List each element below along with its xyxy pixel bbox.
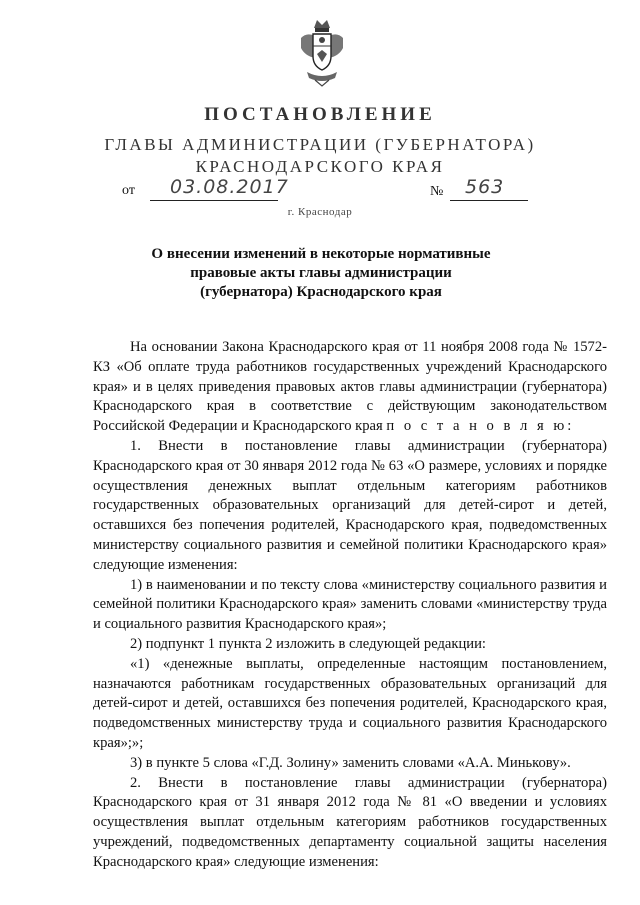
number-underline [450, 200, 528, 201]
city-name: г. Краснодар [287, 206, 353, 218]
title-line-3: (губернатора) Краснодарского края [200, 284, 442, 300]
date-prefix: от [122, 183, 135, 198]
date-handwritten: 03.08.2017 [170, 176, 289, 198]
number-prefix: № [430, 184, 444, 199]
title-line-1: О внесении изменений в некоторые нормативные [151, 246, 491, 262]
issuer-heading: ГЛАВЫ АДМИНИСТРАЦИИ (ГУБЕРНАТОРА) [104, 135, 536, 154]
preamble-text: На основании Закона Краснодарского края от 11 ноября 2008 года № 1572-КЗ «Об оплате труда работников государственных учреждений Краснодарского края» и в целях приведения правовых актов главы администрации (губернатора) Краснодарского края в соответствие с действующим законодательством Российской Федерации и Краснодарского края [93, 339, 607, 435]
title-line-2: правовые акты главы администрации [190, 265, 452, 281]
paragraph-item-1: 1. Внести в постановление главы администрации (губернатора) Краснодарского края от 30 января 2012 года № 63 «О размере, условиях и порядке осуществления денежных выплат отдельным категориям работников государственных образовательных организаций для детей-сирот и детей, оставшихся без попечения родителей, Краснодарского края, подведомственных министерству социального развития и семейной политики Краснодарского края» следующие изменения: [93, 437, 607, 573]
document-body [93, 338, 607, 873]
number-handwritten: 563 [465, 176, 505, 198]
region-heading: КРАСНОДАРСКОГО КРАЯ [195, 157, 445, 176]
paragraph-quoted-text: «1) «денежные выплаты, определенные настоящим постановлением, назначаются работникам государственных образовательных организаций для детей-сирот и детей, оставшихся без попечения родителей, Краснодарского края, подведомственных министерству труда и социального развития Краснодарского края»;»; [93, 655, 607, 751]
paragraph-preamble [93, 338, 607, 437]
document-title [140, 245, 502, 302]
resolve-word: п о с т а н о в л я ю: [386, 418, 575, 435]
date-underline [150, 200, 278, 201]
coat-of-arms-emblem [297, 18, 347, 88]
paragraph-subitem-3: 3) в пункте 5 слова «Г.Д. Золину» заменить словами «А.А. Минькову». [130, 754, 571, 771]
paragraph-subitem-1: 1) в наименовании и по тексту слова «министерству социального развития и семейной политики Краснодарского края» заменить словами «министерству труда и социального развития Краснодарского края»; [93, 576, 607, 633]
paragraph-item-2: 2. Внести в постановление главы администрации (губернатора) Краснодарского края от 31 января 2012 года № 81 «О введении и условиях осуществления выплат отдельным категориям работников государственных учреждений, подведомственных департаменту социальной защиты населения Краснодарского края» следующие изменения: [93, 774, 607, 870]
paragraph-subitem-2: 2) подпункт 1 пункта 2 изложить в следующей редакции: [130, 635, 486, 652]
document-type-heading: ПОСТАНОВЛЕНИЕ [204, 104, 436, 125]
